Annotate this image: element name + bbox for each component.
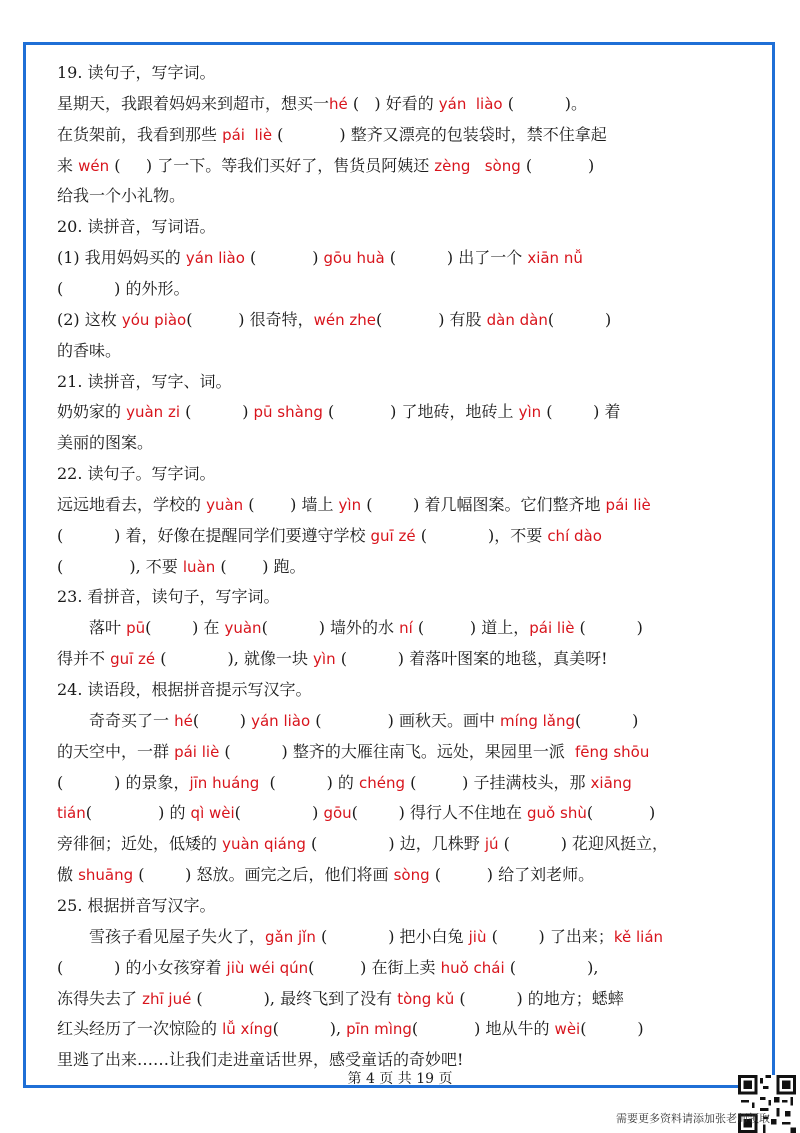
line-text: ( bbox=[259, 772, 276, 792]
answer-blank[interactable] bbox=[63, 552, 129, 582]
line-text: ( bbox=[347, 93, 360, 113]
pinyin-prompt: gōu huà bbox=[323, 249, 385, 268]
page-footer: 第 4 页 共 19 页 bbox=[347, 1071, 453, 1087]
text-line bbox=[57, 58, 762, 88]
line-text: ( bbox=[261, 618, 268, 638]
line-text: ( bbox=[308, 957, 315, 977]
text-line bbox=[57, 367, 762, 397]
line-text: ), 就像一块 bbox=[227, 649, 314, 669]
pinyin-prompt: qì wèi bbox=[190, 804, 235, 823]
line-text: ), 不要 bbox=[129, 556, 183, 576]
line-text: ( bbox=[411, 1019, 419, 1039]
answer-blank[interactable] bbox=[396, 243, 447, 273]
line-text: ( bbox=[315, 926, 328, 946]
answer-blank[interactable] bbox=[256, 243, 312, 273]
answer-blank[interactable] bbox=[334, 397, 390, 427]
line-text: ), 最终飞到了没有 bbox=[263, 988, 398, 1008]
answer-blank[interactable] bbox=[322, 706, 388, 736]
line-text: ( bbox=[57, 957, 64, 977]
line-text: ( bbox=[384, 248, 397, 268]
pinyin-prompt: tòng kǔ bbox=[397, 989, 455, 1008]
line-text: ), bbox=[329, 1019, 347, 1039]
answer-blank[interactable] bbox=[514, 89, 565, 119]
text-line bbox=[57, 768, 762, 798]
pinyin-prompt: pái liè bbox=[605, 495, 651, 514]
line-text: ) bbox=[242, 402, 254, 422]
pinyin-prompt: zhī jué bbox=[142, 989, 192, 1008]
line-text: (1) 我用妈妈买的 bbox=[57, 248, 186, 268]
line-text: ( bbox=[219, 741, 231, 761]
pinyin-prompt: jiù bbox=[468, 927, 487, 946]
line-text: ) 地从牛的 bbox=[474, 1019, 555, 1039]
line-text: 25. 根据拼音写汉字。 bbox=[57, 895, 216, 915]
pinyin-prompt: yuàn bbox=[206, 495, 244, 514]
line-text: ( bbox=[155, 649, 167, 669]
answer-blank[interactable] bbox=[424, 613, 470, 643]
line-text: ( bbox=[415, 525, 427, 545]
answer-blank[interactable] bbox=[255, 490, 291, 520]
line-text: ( bbox=[586, 803, 594, 823]
answer-blank[interactable] bbox=[372, 490, 413, 520]
line-text: ) bbox=[636, 618, 643, 638]
line-text: ( bbox=[412, 618, 425, 638]
answer-blank[interactable] bbox=[466, 984, 517, 1014]
line-text: 给我一个小礼物。 bbox=[57, 186, 186, 206]
line-text: )。 bbox=[564, 93, 588, 113]
answer-blank[interactable] bbox=[63, 953, 114, 983]
line-text: 19. 读句子，写字词。 bbox=[57, 63, 216, 82]
line-text: ( bbox=[57, 525, 64, 545]
line-text: ( bbox=[85, 803, 92, 823]
answer-blank[interactable] bbox=[63, 521, 114, 551]
line-text: ( bbox=[244, 248, 257, 268]
line-text: ) bbox=[632, 710, 639, 730]
text-line bbox=[57, 613, 762, 643]
pinyin-prompt: shuāng bbox=[78, 866, 134, 885]
answer-blank[interactable] bbox=[192, 305, 238, 335]
pinyin-prompt: yìn bbox=[338, 495, 362, 514]
line-text: ( bbox=[504, 957, 516, 977]
answer-blank[interactable] bbox=[241, 798, 312, 828]
answer-blank[interactable] bbox=[581, 706, 632, 736]
line-text: 21. 读拼音，写字、词。 bbox=[57, 371, 232, 391]
line-text: ) 的 bbox=[326, 772, 359, 792]
answer-blank[interactable] bbox=[268, 613, 319, 643]
line-text: ( bbox=[429, 865, 441, 885]
pinyin-prompt: yuàn zi bbox=[126, 403, 180, 422]
line-text: 远远地看去，学校的 bbox=[57, 494, 207, 514]
line-text: ( bbox=[272, 124, 284, 144]
line-text: ( bbox=[502, 93, 514, 113]
pinyin-prompt: chéng bbox=[359, 773, 406, 792]
line-text: 奶奶家的 bbox=[57, 402, 127, 422]
line-text: ) bbox=[588, 155, 595, 175]
pinyin-prompt: lǚ xíng bbox=[222, 1020, 273, 1039]
line-text: ( bbox=[192, 710, 200, 730]
text-line bbox=[57, 984, 762, 1014]
line-text: 来 bbox=[57, 155, 79, 175]
line-text: ) 着落叶图案的地毯，真美呀! bbox=[397, 649, 608, 669]
text-line bbox=[57, 798, 762, 828]
line-text: ( bbox=[498, 834, 510, 854]
pinyin-prompt: wén bbox=[78, 156, 110, 175]
line-text: ) 的 bbox=[158, 803, 191, 823]
line-text: ( bbox=[109, 155, 121, 175]
line-text: ( bbox=[574, 618, 586, 638]
line-text: ( bbox=[575, 710, 582, 730]
line-text: ) 的外形。 bbox=[114, 278, 190, 298]
answer-blank[interactable] bbox=[279, 1014, 330, 1044]
line-text: 的香味。 bbox=[57, 340, 122, 360]
line-text: ) 怒放。画完之后，他们将画 bbox=[185, 865, 394, 885]
line-text: ) 把小白兔 bbox=[388, 926, 469, 946]
line-text: ) 墙上 bbox=[290, 494, 339, 514]
line-text: ) 子挂满枝头，那 bbox=[462, 772, 591, 792]
line-text: ( bbox=[243, 494, 255, 514]
text-line bbox=[57, 1014, 762, 1044]
line-text: ) bbox=[649, 803, 656, 823]
pinyin-prompt: gōu bbox=[323, 804, 352, 823]
line-text: 得并不 bbox=[57, 649, 111, 669]
text-line bbox=[57, 212, 762, 242]
line-text: 红头经历了一次惊险的 bbox=[57, 1019, 223, 1039]
pinyin-prompt: fēng shōu bbox=[575, 742, 650, 761]
answer-blank[interactable] bbox=[199, 706, 240, 736]
pinyin-prompt: pīn mìng bbox=[346, 1020, 412, 1039]
pinyin-prompt: xiāng bbox=[590, 773, 632, 792]
line-text: ( bbox=[234, 803, 241, 823]
line-text: ( bbox=[322, 402, 335, 422]
text-line bbox=[57, 181, 762, 211]
line-text: ( bbox=[520, 155, 533, 175]
line-text: ( bbox=[486, 926, 498, 946]
answer-blank[interactable] bbox=[532, 151, 588, 181]
pinyin-prompt: chí dào bbox=[547, 526, 602, 545]
text-line bbox=[57, 120, 762, 150]
line-text: ) 得行人不住地在 bbox=[398, 803, 528, 823]
line-text: ) 的景象， bbox=[114, 772, 190, 792]
answer-blank[interactable] bbox=[359, 89, 374, 119]
answer-blank[interactable] bbox=[586, 1014, 637, 1044]
text-line bbox=[57, 336, 762, 366]
line-text: 20. 读拼音，写词语。 bbox=[57, 217, 216, 237]
answer-blank[interactable] bbox=[327, 922, 388, 952]
pinyin-prompt: wèi bbox=[554, 1020, 581, 1039]
pinyin-prompt: yuàn qiáng bbox=[222, 835, 306, 854]
line-text: ) 有股 bbox=[438, 309, 487, 329]
text-line bbox=[57, 922, 762, 952]
answer-blank[interactable] bbox=[151, 613, 192, 643]
answer-blank[interactable] bbox=[203, 984, 264, 1014]
line-text: ) 整齐又漂亮的包装袋时，禁不住拿起 bbox=[339, 124, 607, 144]
text-line bbox=[57, 305, 762, 335]
text-line bbox=[57, 490, 762, 520]
pinyin-prompt: guǒ shù bbox=[527, 804, 587, 823]
line-text: 里逃了出来……让我们走进童话世界，感受童话的奇妙吧! bbox=[57, 1050, 464, 1070]
line-text: ) 在街上卖 bbox=[360, 957, 441, 977]
line-text: ( bbox=[191, 988, 203, 1008]
pinyin-prompt: sòng bbox=[393, 866, 430, 885]
line-text: 星期天，我跟着妈妈来到超市，想买一 bbox=[57, 93, 330, 113]
text-line bbox=[57, 953, 762, 983]
text-line bbox=[57, 860, 762, 890]
line-text: ) bbox=[312, 803, 324, 823]
text-line bbox=[57, 521, 762, 551]
answer-blank[interactable] bbox=[382, 305, 438, 335]
line-text: ) bbox=[312, 248, 324, 268]
pinyin-prompt: luàn bbox=[182, 557, 216, 576]
line-text: ( bbox=[186, 309, 193, 329]
pinyin-prompt: kě lián bbox=[613, 927, 664, 946]
line-text: ( bbox=[57, 278, 64, 298]
line-text: 落叶 bbox=[89, 618, 127, 638]
answer-blank[interactable] bbox=[317, 829, 388, 859]
line-text: 旁徘徊；近处，低矮的 bbox=[57, 834, 223, 854]
answer-blank[interactable] bbox=[427, 521, 488, 551]
line-text: ( bbox=[310, 710, 322, 730]
answer-blank[interactable] bbox=[593, 798, 649, 828]
answer-blank[interactable] bbox=[144, 860, 185, 890]
pinyin-prompt: xiān nǚ bbox=[527, 249, 583, 268]
text-line bbox=[57, 428, 762, 458]
line-text: ( bbox=[361, 494, 373, 514]
text-line bbox=[57, 274, 762, 304]
line-text: ( bbox=[133, 865, 145, 885]
line-text: 冻得失去了 bbox=[57, 988, 143, 1008]
line-text: ( bbox=[272, 1019, 279, 1039]
line-text: ) 画秋天。画中 bbox=[387, 710, 501, 730]
line-text: ) 花迎风挺立， bbox=[560, 834, 669, 854]
text-line bbox=[57, 582, 762, 612]
line-text: ) 了地砖，地砖上 bbox=[390, 402, 519, 422]
text-line bbox=[57, 737, 762, 767]
line-text: ) bbox=[604, 309, 612, 329]
line-text: 奇奇买了一 bbox=[89, 710, 175, 730]
pinyin-prompt: yóu piào bbox=[121, 310, 187, 329]
answer-blank[interactable] bbox=[314, 953, 360, 983]
answer-blank[interactable] bbox=[227, 552, 263, 582]
line-text: ( bbox=[180, 402, 192, 422]
pinyin-prompt: yìn bbox=[518, 403, 542, 422]
pinyin-prompt: jīn huáng bbox=[189, 773, 260, 792]
line-text: )，不要 bbox=[487, 525, 548, 545]
pinyin-prompt: yán liào bbox=[251, 711, 311, 730]
line-text: ) 跑。 bbox=[262, 556, 306, 576]
line-text: 在货架前，我看到那些 bbox=[57, 124, 223, 144]
line-text: 的天空中，一群 bbox=[57, 741, 175, 761]
answer-blank[interactable] bbox=[283, 120, 339, 150]
pinyin-prompt: pái liè bbox=[529, 619, 575, 638]
pinyin-prompt: pái liè bbox=[174, 742, 220, 761]
line-text: ), bbox=[587, 957, 599, 977]
answer-blank[interactable] bbox=[63, 274, 114, 304]
answer-blank[interactable] bbox=[358, 798, 399, 828]
line-text: ( bbox=[351, 803, 358, 823]
line-text: ) bbox=[637, 1019, 644, 1039]
line-text: 傲 bbox=[57, 865, 79, 885]
pinyin-prompt: guī zé bbox=[110, 650, 156, 669]
line-text: ) 着 bbox=[593, 402, 621, 422]
line-text: ) 好看的 bbox=[374, 93, 439, 113]
text-line bbox=[57, 829, 762, 859]
line-text: ) 了一下。等我们买好了，售货员阿姨还 bbox=[145, 155, 435, 175]
pinyin-prompt: zèng sòng bbox=[434, 156, 521, 175]
answer-blank[interactable] bbox=[92, 798, 158, 828]
line-text: ( bbox=[405, 772, 417, 792]
line-text: ( bbox=[215, 556, 227, 576]
line-text: ) 的小女孩穿着 bbox=[114, 957, 227, 977]
answer-blank[interactable] bbox=[418, 1014, 474, 1044]
line-text: ( bbox=[305, 834, 318, 854]
text-line bbox=[57, 397, 762, 427]
pinyin-prompt: gǎn jǐn bbox=[265, 927, 316, 946]
answer-blank[interactable] bbox=[120, 151, 145, 181]
pinyin-prompt: yuàn bbox=[224, 619, 262, 638]
pinyin-prompt: yán liào bbox=[438, 94, 503, 113]
line-text: ) 给了刘老师。 bbox=[486, 865, 595, 885]
answer-blank[interactable] bbox=[554, 305, 605, 335]
text-line bbox=[57, 243, 762, 273]
line-text: ) 整齐的大雁往南飞。远处，果园里一派 bbox=[281, 741, 576, 761]
line-text: ) 着几幅图案。它们整齐地 bbox=[413, 494, 606, 514]
pinyin-prompt: pū bbox=[126, 619, 146, 638]
line-text: ) 很奇特， bbox=[238, 309, 314, 329]
line-text: ) 墙外的水 bbox=[318, 618, 400, 638]
line-text: ( bbox=[57, 556, 64, 576]
text-line bbox=[57, 644, 762, 674]
line-text: ( bbox=[454, 988, 466, 1008]
line-text: 美丽的图案。 bbox=[57, 433, 154, 453]
pinyin-prompt: dàn dàn bbox=[486, 310, 548, 329]
pinyin-prompt: pái liè bbox=[222, 125, 273, 144]
answer-blank[interactable] bbox=[441, 860, 487, 890]
answer-blank[interactable] bbox=[63, 768, 114, 798]
answer-blank[interactable] bbox=[276, 768, 327, 798]
pinyin-prompt: hé bbox=[329, 94, 348, 113]
pinyin-prompt: ní bbox=[399, 619, 413, 638]
text-line bbox=[57, 89, 762, 119]
line-text: ( bbox=[376, 309, 383, 329]
line-text: ) 边，几株野 bbox=[388, 834, 485, 854]
line-text: 22. 读句子。写字词。 bbox=[57, 464, 216, 484]
answer-blank[interactable] bbox=[416, 768, 462, 798]
text-line bbox=[57, 706, 762, 736]
line-text: ( bbox=[580, 1019, 587, 1039]
text-line bbox=[57, 151, 762, 181]
line-text: ( bbox=[335, 649, 347, 669]
line-text: ) 出了一个 bbox=[446, 248, 528, 268]
pinyin-prompt: huǒ chái bbox=[440, 958, 505, 977]
answer-blank[interactable] bbox=[347, 644, 398, 674]
pinyin-prompt: yìn bbox=[313, 650, 336, 669]
line-text: ) 在 bbox=[192, 618, 225, 638]
answer-blank[interactable] bbox=[231, 737, 282, 767]
line-text: ) 的地方；蟋蟀 bbox=[516, 988, 624, 1008]
pinyin-prompt: jiù wéi qún bbox=[226, 958, 309, 977]
promo-note: 需要更多资料请添加张老师领取 bbox=[616, 1112, 770, 1125]
line-text: ( bbox=[145, 618, 152, 638]
text-line bbox=[57, 891, 762, 921]
line-text: ( bbox=[547, 309, 555, 329]
line-text: ( bbox=[541, 402, 553, 422]
line-text: ) bbox=[239, 710, 252, 730]
pinyin-prompt: hé bbox=[174, 711, 193, 730]
answer-blank[interactable] bbox=[498, 922, 539, 952]
line-text: ) 着，好像在提醒同学们要遵守学校 bbox=[114, 525, 371, 545]
answer-blank[interactable] bbox=[516, 953, 587, 983]
line-text: 24. 读语段，根据拼音提示写汉字。 bbox=[57, 680, 312, 699]
line-text: ) 道上， bbox=[469, 618, 530, 638]
line-text: ) 了出来； bbox=[538, 926, 614, 946]
pinyin-prompt: guī zé bbox=[370, 526, 416, 545]
answer-blank[interactable] bbox=[191, 397, 242, 427]
answer-blank[interactable] bbox=[167, 644, 228, 674]
pinyin-prompt: jú bbox=[484, 835, 499, 854]
answer-blank[interactable] bbox=[552, 397, 593, 427]
text-line bbox=[57, 552, 762, 582]
pinyin-prompt: pū shàng bbox=[253, 403, 323, 422]
line-text: ( bbox=[57, 772, 64, 792]
answer-blank[interactable] bbox=[510, 829, 561, 859]
line-text: 23. 看拼音，读句子，写字词。 bbox=[57, 587, 280, 607]
pinyin-prompt: tián bbox=[57, 804, 86, 823]
text-line bbox=[57, 459, 762, 489]
text-line bbox=[57, 675, 762, 705]
line-text: (2) 这枚 bbox=[57, 309, 122, 329]
line-text: 雪孩子看见屋子失火了， bbox=[89, 926, 266, 946]
pinyin-prompt: wén zhe bbox=[313, 310, 376, 329]
pinyin-prompt: yán liào bbox=[185, 249, 245, 268]
pinyin-prompt: míng lǎng bbox=[500, 711, 576, 730]
answer-blank[interactable] bbox=[586, 613, 637, 643]
